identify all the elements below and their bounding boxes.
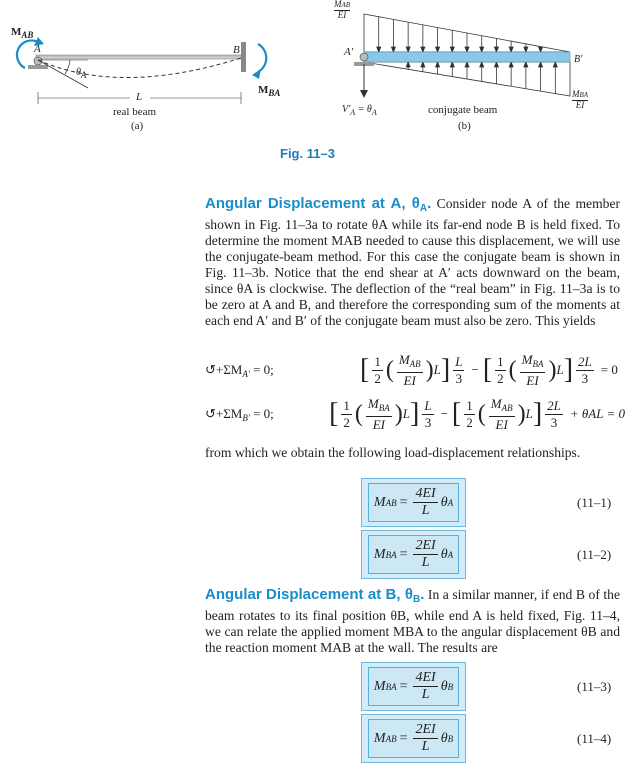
load-arrow-head xyxy=(465,47,469,52)
load-arrow-head xyxy=(406,47,410,52)
load-arrow-head xyxy=(421,62,425,67)
load-arrow-head xyxy=(391,47,395,52)
section-2-heading: Angular Displacement at B, $\theta_B$. xyxy=(205,586,425,605)
length-label: L xyxy=(136,91,143,103)
section-2-text: In a similar manner, if end B of the beam rotates to its final position θB, while end A is held fixed, Fig. 11–4, we can relate the applied moment MBA to the angular displacement θB and the reaction moment MAB at the wall. The results are xyxy=(205,587,621,655)
m-ab-label: $M_{AB}$ xyxy=(11,26,34,40)
section-1 xyxy=(205,196,620,329)
top-load-label: MAB EI xyxy=(334,0,351,20)
equation-box-1: M AB = $\frac{4EI}{L}$ θ A xyxy=(361,478,466,527)
equation-box-3: M BA = $\frac{4EI}{L}$ θ B xyxy=(361,662,466,711)
equilibrium-expression-1: [ $\frac{1}{2}$ ( $\frac{M_{AB}}{EI}$ ) L ] $\frac{L}{3}$ − [ $\frac{1}{2}$ ( $\frac{M_{BA}}{EI}$ ) L ] $\frac{2L}{3}$ = 0 xyxy=(360,351,618,388)
shear-label: $V'_A = \theta_A$ xyxy=(342,104,377,117)
equilibrium-eq-1 xyxy=(205,352,625,388)
real-beam-diagram xyxy=(0,0,300,140)
real-beam-tag: (a) xyxy=(131,120,144,132)
load-arrow-head xyxy=(480,47,484,52)
load-arrow-head xyxy=(450,47,454,52)
load-arrow-head xyxy=(509,47,513,52)
equation-number-2: (11–2) xyxy=(577,547,612,562)
figure-real-beam xyxy=(0,0,300,140)
node-b-label: B xyxy=(233,44,240,56)
equilibrium-expression-2: [ $\frac{1}{2}$ ( $\frac{M_{BA}}{EI}$ ) L ] $\frac{L}{3}$ − [ $\frac{1}{2}$ ( $\frac{M_{AB}}{EI}$ ) L ] $\frac{2L}{3}$ + θAL = 0 xyxy=(329,395,625,432)
right-load-label: MBA EI xyxy=(572,89,589,110)
load-arrow-head xyxy=(553,62,557,67)
conjugate-beam-diagram xyxy=(330,0,630,140)
section-1-heading: Angular Displacement at A, $\theta_A$. xyxy=(205,195,432,214)
real-beam-label: real beam xyxy=(113,106,157,118)
figure-conjugate-beam xyxy=(330,0,630,140)
equilibrium-condition-1: $↺+\Sigma M_{A'} = 0$; xyxy=(205,361,274,379)
equation-box-2: M BA = $\frac{2EI}{L}$ θ A xyxy=(361,530,466,579)
section-2 xyxy=(205,587,620,656)
equation-number-3: (11–3) xyxy=(577,679,612,694)
load-arrow-head xyxy=(524,62,528,67)
m-ba-label: $M_{BA}$ xyxy=(258,84,281,98)
section-1-paragraph xyxy=(205,196,620,329)
load-arrow-head xyxy=(509,62,513,67)
load-arrow-head xyxy=(436,62,440,67)
load-arrow-head xyxy=(539,62,543,67)
load-arrow-head xyxy=(465,62,469,67)
load-arrow-head xyxy=(494,62,498,67)
equilibrium-condition-2: $↺+\Sigma M_{B'} = 0$; xyxy=(205,405,274,423)
load-arrow-head xyxy=(539,47,543,52)
load-arrow-head xyxy=(421,47,425,52)
load-arrow-head xyxy=(524,47,528,52)
section-1-text: Consider node A of the member shown in Fig. 11–3a to rotate θA while its far-end node B is held fixed. To determine the moment MAB needed to cause this displacement, we will use the conjugate-beam method. For this case the conjugate beam is shown in Fig. 11–3b. Notice that the end shear at A′ acts downward on the beam, since θA is clockwise. The deflection of the “real beam” in Fig. 11–3a is to be zero at A and B, and therefore the corresponding sum of the moments at each end A′ and B′ of the conjugate beam must also be zero. This yields xyxy=(205,196,621,328)
load-arrow-head xyxy=(406,62,410,67)
load-arrow-head xyxy=(436,47,440,52)
transition-text: from which we obtain the following load-displacement relationships. xyxy=(205,445,581,460)
figure-caption: Fig. 11–3 xyxy=(280,146,335,161)
node-a-label: A xyxy=(34,43,41,55)
a-prime-label: A′ xyxy=(344,46,354,58)
equilibrium-eq-2 xyxy=(205,396,625,432)
equation-box-4: M AB = $\frac{2EI}{L}$ θ B xyxy=(361,714,466,763)
load-arrow-head xyxy=(480,62,484,67)
conjugate-beam-label: conjugate beam xyxy=(428,104,498,116)
load-arrow-head xyxy=(377,47,381,52)
conjugate-beam-tag: (b) xyxy=(458,120,471,132)
section-2-paragraph xyxy=(205,587,620,656)
b-prime-label: B′ xyxy=(574,54,583,65)
equation-number-4: (11–4) xyxy=(577,731,612,746)
load-arrow-head xyxy=(450,62,454,67)
load-arrow-head xyxy=(494,47,498,52)
equation-number-1: (11–1) xyxy=(577,495,612,510)
theta-a-label: θA xyxy=(76,67,87,80)
